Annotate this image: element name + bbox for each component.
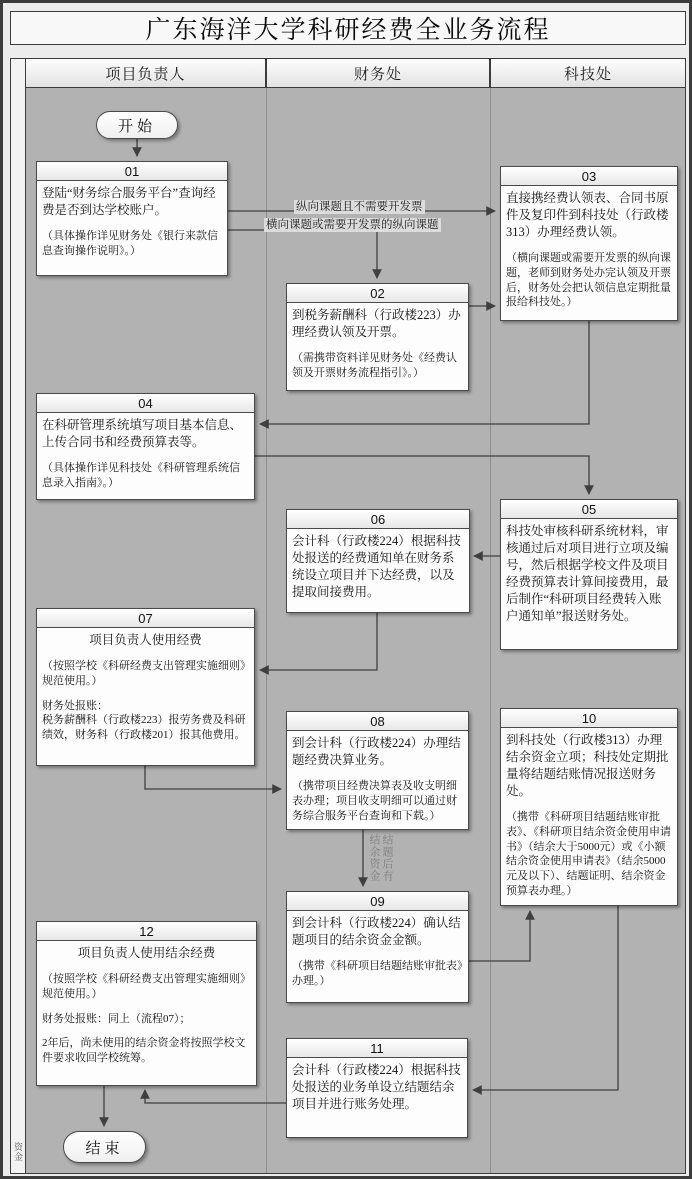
box-02-text <box>287 303 468 384</box>
box-01-number: 01 <box>37 162 227 181</box>
box-03-text <box>501 186 677 313</box>
box-06-body: 会计科（行政楼224）根据科技处报送的经费通知单在财务系统设立项目并下达经费，以及提取间接费用。 <box>292 534 461 599</box>
process-box-12 <box>36 921 257 1086</box>
arrow-07-to-08 <box>145 766 281 789</box>
box-01-note: （具体操作详见财务处《银行来款信息查询操作说明》。） <box>42 230 218 257</box>
process-box-11 <box>286 1038 468 1138</box>
process-box-08 <box>286 711 469 830</box>
surplus-label-col2: 结余资金 <box>368 834 380 882</box>
end-node: 结束 <box>63 1131 146 1163</box>
box-11-text <box>287 1058 467 1116</box>
box-05-text <box>501 519 677 628</box>
box-12-note: （按照学校《科研经费支出管理实施细则》规范使用。） <box>42 973 251 1000</box>
box-09-note: （携带《科研项目结题结账审批表》办理。） <box>292 960 463 987</box>
box-12-heading: 项目负责人使用结余经费 <box>77 946 216 960</box>
box-10-note: （携带《科研项目结题结账审批表》、《科研项目结余资金使用申请书》（结余大于5000元）或《小额结余资金使用申请表》（结余5000元及以下）、结题证明、结余资金预算表办理。） <box>506 811 671 897</box>
box-06-number: 06 <box>287 510 469 529</box>
box-08-number: 08 <box>287 712 468 731</box>
lane-header-sci-tech-office: 科技处 <box>490 58 686 88</box>
box-11-body: 会计科（行政楼224）根据科技处报送的业务单设立结题结余项目并进行账务处理。 <box>292 1063 461 1111</box>
box-04-note: （具体操作详见科技处《科研管理系统信息录入指南》。） <box>42 462 240 489</box>
box-03-note: （横向课题或需要开发票的纵向课题，老师到财务处办完认领及开票后，财务处会把认领信息定期批量报给科技处。） <box>506 252 671 309</box>
box-07-text <box>37 628 254 746</box>
box-08-note: （携带项目经费决算表及收支明细表办理；项目收支明细可以通过财务综合服务平台查询和下载。） <box>292 780 457 822</box>
side-strip-label: 资金 <box>13 1142 23 1162</box>
box-05-body: 科技处审核科研系统材料，审核通过后对项目进行立项及编号，然后根据学校文件及项目经费预算表计算间接费用，最后制作“科研项目经费转入账户通知单”报送财务处。 <box>506 524 669 623</box>
process-box-02 <box>286 283 469 391</box>
box-02-body: 到税务薪酬科（行政楼223）办理经费认领及开票。 <box>292 308 461 339</box>
arrow-06-to-07 <box>260 613 377 670</box>
process-box-09 <box>286 891 469 1003</box>
arrow-01-to-02 <box>228 230 377 278</box>
box-04-number: 04 <box>37 394 254 413</box>
box-07-extra1: 财务处报账： <box>42 699 108 712</box>
box-08-body: 到会计科（行政楼224）办理结题经费决算业务。 <box>292 736 461 767</box>
arrow-10-to-11 <box>473 906 618 1090</box>
box-02-number: 02 <box>287 284 468 303</box>
box-05-number: 05 <box>501 500 677 519</box>
surplus-label-col1: 结题后有 <box>381 834 393 882</box>
box-04-body: 在科研管理系统填写项目基本信息、上传合同书和经费预算表等。 <box>42 418 243 449</box>
box-01-body: 登陆“财务综合服务平台”查询经费是否到达学校账户。 <box>42 186 216 217</box>
box-12-number: 12 <box>37 922 256 941</box>
box-07-number: 07 <box>37 609 254 628</box>
process-box-07 <box>36 608 255 766</box>
arrow-09-to-10 <box>469 911 530 961</box>
arrow-04-to-05 <box>255 456 589 494</box>
box-12-text <box>37 941 256 1069</box>
box-09-body: 到会计科（行政楼224）确认结题项目的结余资金金额。 <box>292 916 461 947</box>
start-node: 开始 <box>96 111 178 139</box>
box-01-text <box>37 181 227 262</box>
box-03-number: 03 <box>501 167 677 186</box>
box-12-extra1: 财务处报账：同上（流程07）； <box>42 1012 191 1025</box>
box-07-extra2: 税务薪酬科（行政楼223）报劳务费及科研绩效，财务科（行政楼201）报其他费用。 <box>42 714 246 742</box>
box-02-note: （需携带资料详见财务处《经费认领及开票财务流程指引》。） <box>292 352 457 379</box>
box-07-heading: 项目负责人使用经费 <box>89 633 202 647</box>
process-box-06 <box>286 509 470 613</box>
process-box-10 <box>500 708 678 906</box>
box-10-text <box>501 728 677 902</box>
edge-label-horizontal-or-invoice: 横向课题或需要开发票的纵向课题 <box>266 219 439 231</box>
box-07-note: （按照学校《科研经费支出管理实施细则》规范使用。） <box>42 660 246 687</box>
box-10-number: 10 <box>501 709 677 728</box>
box-11-number: 11 <box>287 1039 467 1058</box>
process-box-01 <box>36 161 228 276</box>
arrow-11-to-12 <box>145 1090 286 1103</box>
page-title: 广东海洋大学科研经费全业务流程 <box>10 11 686 45</box>
box-04-text <box>37 413 254 494</box>
process-box-05 <box>500 499 678 650</box>
box-08-text <box>287 731 468 826</box>
edge-label-surplus-funds <box>367 834 393 892</box>
box-06-text <box>287 529 469 604</box>
box-09-text <box>287 911 468 992</box>
lane-header-finance-office: 财务处 <box>266 58 490 88</box>
lane-header-project-leader: 项目负责人 <box>25 58 266 88</box>
box-12-extra2: 2年后，尚未使用的结余资金将按照学校文件要求收回学校统筹。 <box>42 1037 246 1065</box>
process-box-03 <box>500 166 678 321</box>
box-10-body: 到科技处（行政楼313）办理结余资金立项；科技处定期批量将结题结账情况报送财务处。 <box>506 733 669 798</box>
edge-label-vertical-no-invoice: 纵向课题且不需要开发票 <box>296 201 423 213</box>
box-03-body: 直接携经费认领表、合同书原件及复印件到科技处（行政楼313）办理经费认领。 <box>506 191 669 239</box>
box-09-number: 09 <box>287 892 468 911</box>
process-box-04 <box>36 393 255 500</box>
